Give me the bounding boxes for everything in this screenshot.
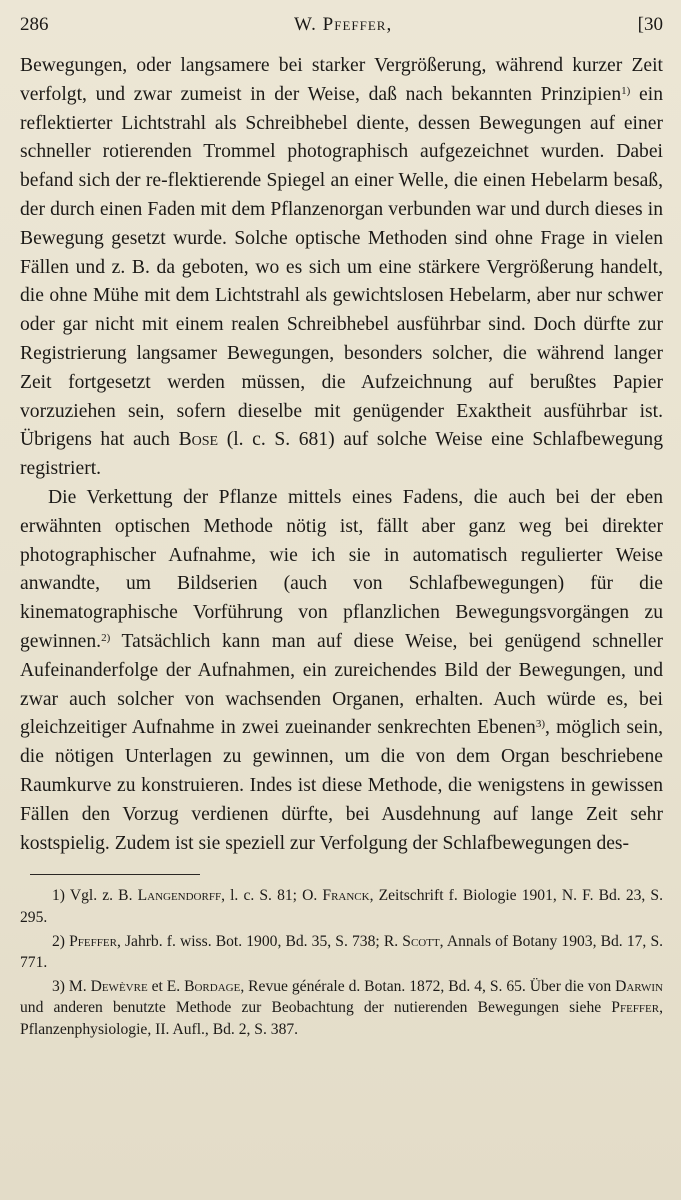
body-text bbox=[20, 52, 663, 858]
page-header bbox=[20, 14, 663, 50]
footnote-divider bbox=[30, 874, 200, 875]
footnote-3: 3) M. Dewèvre et E. Bordage, Revue générale d. Botan. 1872, Bd. 4, S. 65. Über die von Darwin und anderen benutzte Methode zur Beobachtung der nutierenden Bewegungen siehe Pfeffer, Pflanzenphysiologie, II. Aufl., Bd. 2, S. 387. bbox=[20, 977, 663, 1038]
paragraph-2: Die Verkettung der Pflanze mittels eines Fadens, die auch bei der eben erwähnten optischen Methode nötig ist, fällt aber ganz weg bei direkter photographischer Aufnahme, wie ich sie in automatisch regulierter Weise anwandte, um Bildserien (auch von Schlafbewegungen) für die kinematographische Vorführung von pflanzlichen Bewegungsvorgängen zu gewinnen.$^{2)}$ Tatsächlich kann man auf diese Weise, bei genügend schneller Aufeinanderfolge der Aufnahmen, ein zureichendes Bild der Bewegungen, und zwar auch solcher von wachsenden Organen, erhalten. Auch würde es, bei gleichzeitiger Aufnahme in zwei zueinander senkrechten Ebenen$^{3)}$, möglich sein, die nötigen Unterlagen zu gewinnen, um die von dem Organ beschriebene Raumkurve zu konstruieren. Indes ist diese Methode, die wenigstens in gewissen Fällen den Vorzug verdienen dürfte, bei Ausdehnung auf lange Zeit sehr kostspielig. Zudem ist sie speziell zur Verfolgung der Schlafbewegungen des- bbox=[20, 486, 664, 854]
footnote-ref-1: 1) bbox=[621, 84, 631, 97]
footnote-ref-2: 2) bbox=[101, 631, 111, 644]
paragraph-1: Bewegungen, oder langsamere bei starker Vergrößerung, während kurzer Zeit verfolgt, und zwar zumeist in der Weise, daß nach bekannten Prinzipien$^{1)}$ ein reflektierter Lichtstrahl als Schreibhebel diente, dessen Bewegungen auf einer schneller rotierenden Trommel photographisch aufgezeichnet wurden. Dabei befand sich der re-flektierende Spiegel an einer Welle, die einen Hebelarm besaß, der durch einen Faden mit dem Pflanzenorgan verbunden war und durch dieses in Bewegung gesetzt wurde. Solche optische Methoden sind ohne Frage in vielen Fällen und z. B. da geboten, wo es sich um eine stärkere Vergrößerung handelt, die ohne Mühe mit dem Lichtstrahl als gewichtslosen Hebelarm, aber nur schwer oder gar nicht mit einem realen Schreibhebel ausführbar sind. Doch dürfte zur Registrierung langsamer Bewegungen, besonders solcher, die während langer Zeit fortgesetzt werden müssen, die Aufzeichnung auf berußtes Papier vorzuziehen sein, sofern dieselbe mit genügender Exaktheit ausführbar ist. Übrigens hat auch Bose (l. c. S. 681) auf solche Weise eine Schlafbewegung registriert. bbox=[20, 55, 664, 480]
author-name: Bose bbox=[178, 429, 219, 451]
footnote-ref-3: 3) bbox=[535, 718, 546, 731]
page-number: 286 bbox=[20, 14, 49, 35]
footnotes bbox=[20, 885, 663, 1040]
section-marker: [30 bbox=[637, 14, 663, 35]
running-title: W. Pfeffer, bbox=[293, 14, 393, 35]
footnote-2: 2) Pfeffer, Jahrb. f. wiss. Bot. 1900, Bd. 35, S. 738; R. Scott, Annals of Botany 1903, Bd. 17, S. 771. bbox=[20, 932, 664, 972]
footnote-1: 1) Vgl. z. B. Langendorff, l. c. S. 81; O. Franck, Zeitschrift f. Biologie 1901, N. F. Bd. 23, S. 295. bbox=[20, 887, 664, 926]
